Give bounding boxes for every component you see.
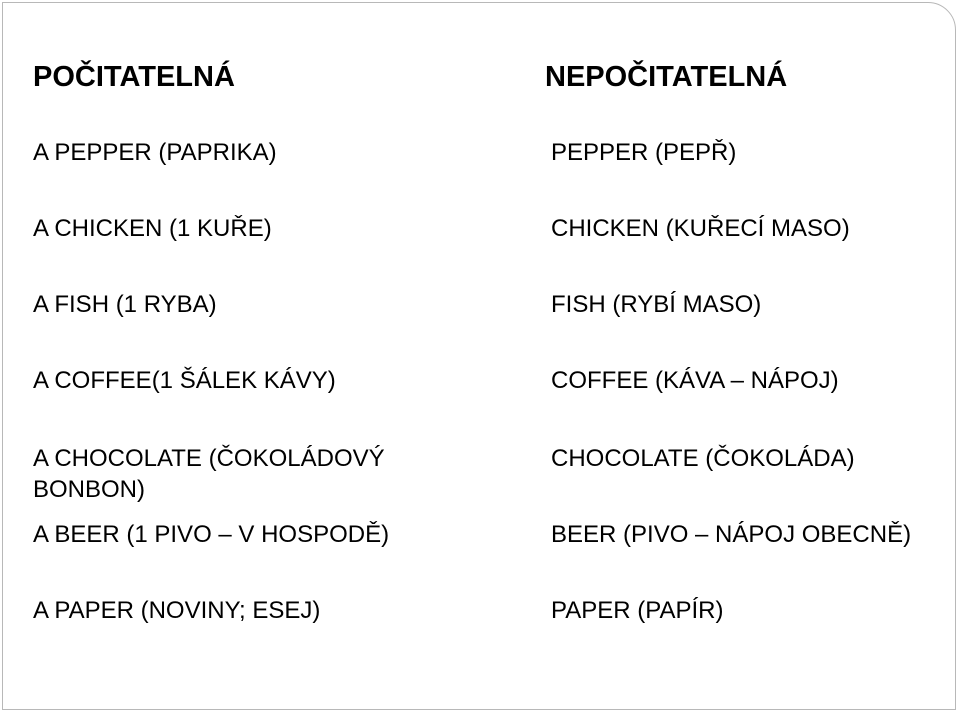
countable-item: A CHOCOLATE (ČOKOLÁDOVÝ BONBON) <box>33 445 385 503</box>
countable-item: A FISH (1 RYBA) <box>33 291 217 318</box>
uncountable-item: FISH (RYBÍ MASO) <box>551 291 762 318</box>
uncountable-item: CHICKEN (KUŘECÍ MASO) <box>551 215 850 242</box>
uncountable-item: CHOCOLATE (ČOKOLÁDA) <box>551 445 855 472</box>
countable-item: A COFFEE(1 ŠÁLEK KÁVY) <box>33 367 336 394</box>
uncountable-item: PEPPER (PEPŘ) <box>551 139 737 166</box>
countable-item: A BEER (1 PIVO – V HOSPODĚ) <box>33 521 390 548</box>
uncountable-header: NEPOČITATELNÁ <box>545 61 788 93</box>
uncountable-item: BEER (PIVO – NÁPOJ OBECNĚ) <box>551 521 912 548</box>
slide <box>2 2 956 710</box>
uncountable-item: COFFEE (KÁVA – NÁPOJ) <box>551 367 839 394</box>
countable-item: A PAPER (NOVINY; ESEJ) <box>33 597 321 624</box>
countable-item: A CHICKEN (1 KUŘE) <box>33 215 272 242</box>
uncountable-item: PAPER (PAPÍR) <box>551 597 724 624</box>
countable-item: A PEPPER (PAPRIKA) <box>33 139 277 166</box>
countable-header: POČITATELNÁ <box>33 61 235 93</box>
